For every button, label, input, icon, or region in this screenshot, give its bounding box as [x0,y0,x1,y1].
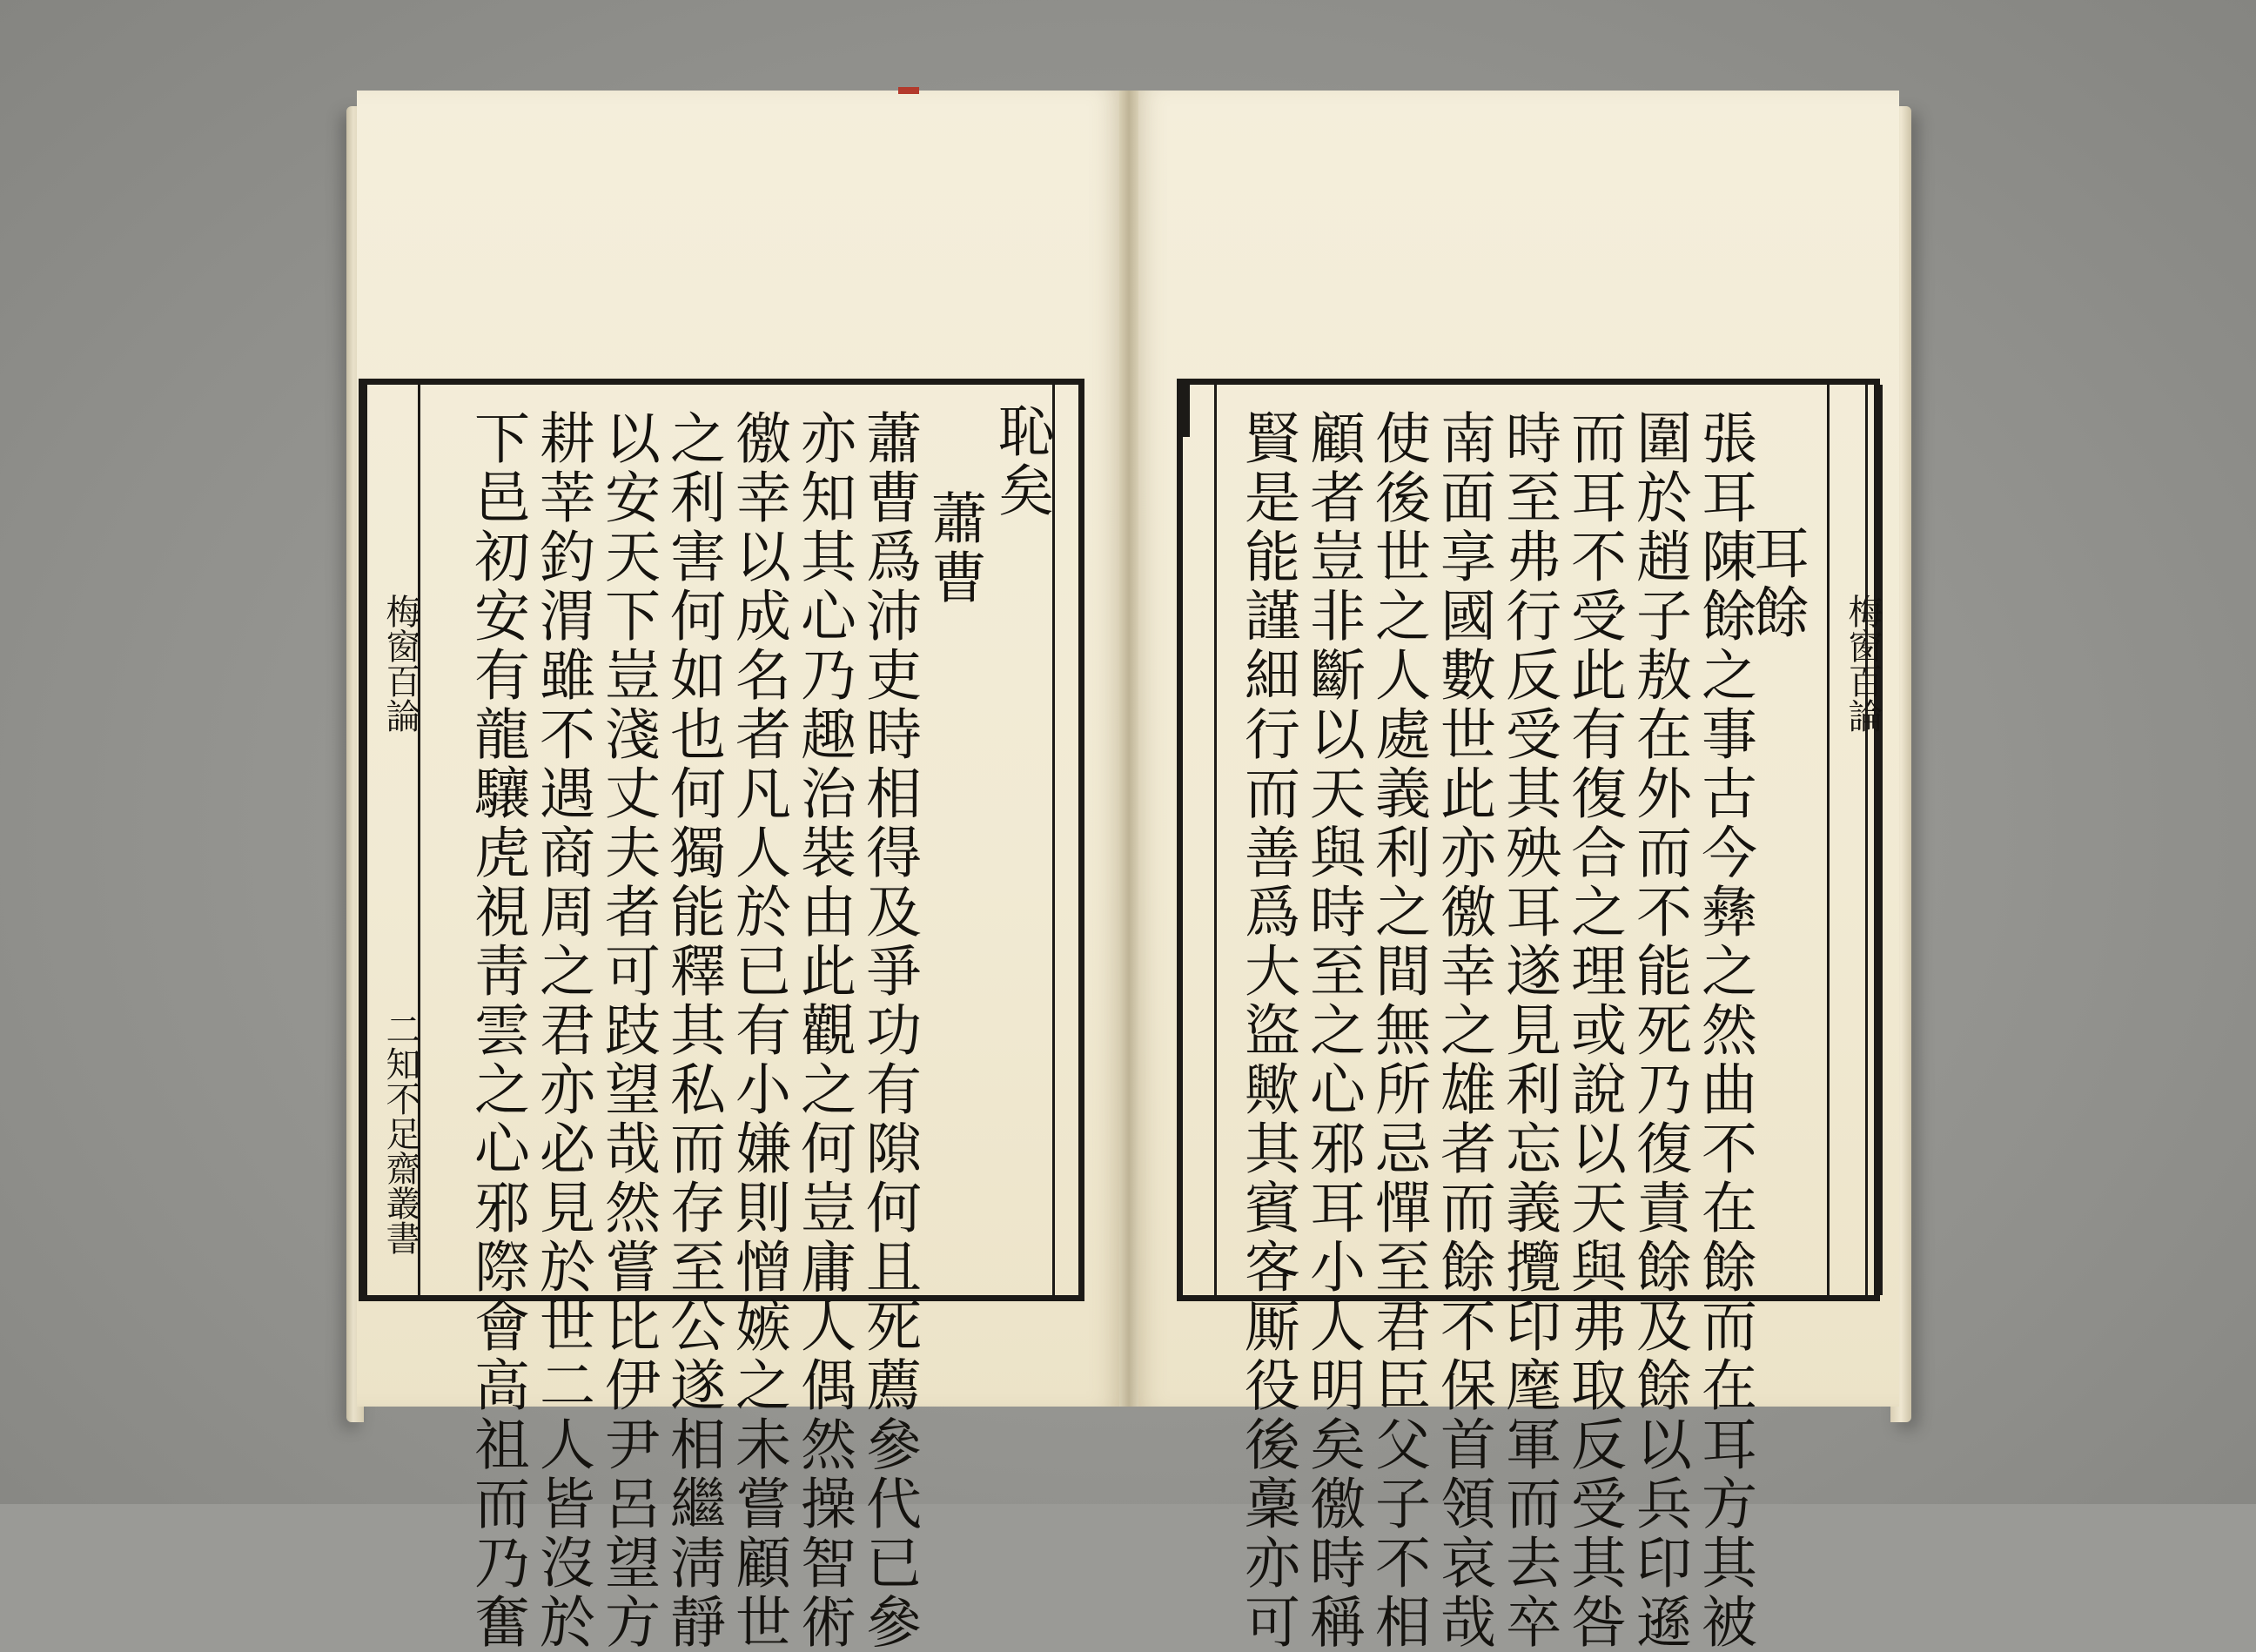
right-text-column-2: 圍於趙子敖在外而不能死乃復責餘及餘以兵印遜 [1627,409,1691,1652]
right-text-column-7: 顧者豈非斷以天與時至之心邪耳小人明矣徼時稱 [1300,409,1365,1652]
left-text-column-7: 以安天下豈淺丈夫者可跂望哉然嘗比伊尹呂望方 [595,409,660,1652]
left-band-title: 梅窗百論 [380,594,420,733]
left-text-column-8: 耕莘釣渭雖不遇商周之君亦必見於世二人皆沒於 [530,409,594,1652]
right-page-frame [1177,379,1883,1652]
book-gutter [1119,91,1138,1407]
left-inner-rule [1052,385,1055,1295]
right-text-column-5: 南面享國數世此亦徼幸之雄者而餘不保首領哀哉 [1431,409,1495,1652]
left-page-band [365,385,420,1295]
left-text-column-3: 蕭曹爲沛吏時相得及爭功有隙何且死薦參代已參 [856,409,921,1652]
left-page-frame [359,379,1084,1652]
left-text-column-5: 徼幸以成名者凡人於已有小嫌則憎嫉之未嘗顧世 [726,409,790,1652]
right-inner-rule [1214,385,1217,1295]
left-text-column-4: 亦知其心乃趣治裝由此觀之何豈庸人偶然操智術 [791,409,856,1652]
left-text-column-9: 下邑初安有龍驤虎視靑雲之心邪際會高祖而乃奮 [465,409,529,1652]
right-text-column-3: 而耳不受此有復合之理或說以天與弗取反受其咎 [1561,409,1626,1652]
right-text-column-1: 張耳陳餘之事古今彝之然曲不在餘而在耳方其被 [1692,409,1756,1652]
right-heading: 耳餘 [1744,524,1809,642]
left-text-column-6: 之利害何如也何獨能釋其私而存至公遂相繼淸靜 [661,409,725,1652]
right-text-column-8: 賢是能謹細行而善爲大盜歟其賓客厮役後稾亦可 [1235,409,1299,1652]
left-band-footer: 二知不足齋叢書 [380,1011,420,1255]
right-band-title: 梅窗百論 [1843,594,1883,733]
left-text-column-1: 恥矣 [989,402,1053,520]
left-heading: 蕭曹 [922,489,986,608]
right-text-column-4: 時至弗行反受其殃耳遂見利忘義攬印麾軍而去卒 [1496,409,1561,1652]
right-page-band [1827,385,1883,1295]
right-text-column-6: 使後世之人處義利之間無所忌憚至君臣父子不相 [1366,409,1430,1652]
red-edge-mark [898,87,919,94]
frame-corner-mark [1178,385,1190,437]
